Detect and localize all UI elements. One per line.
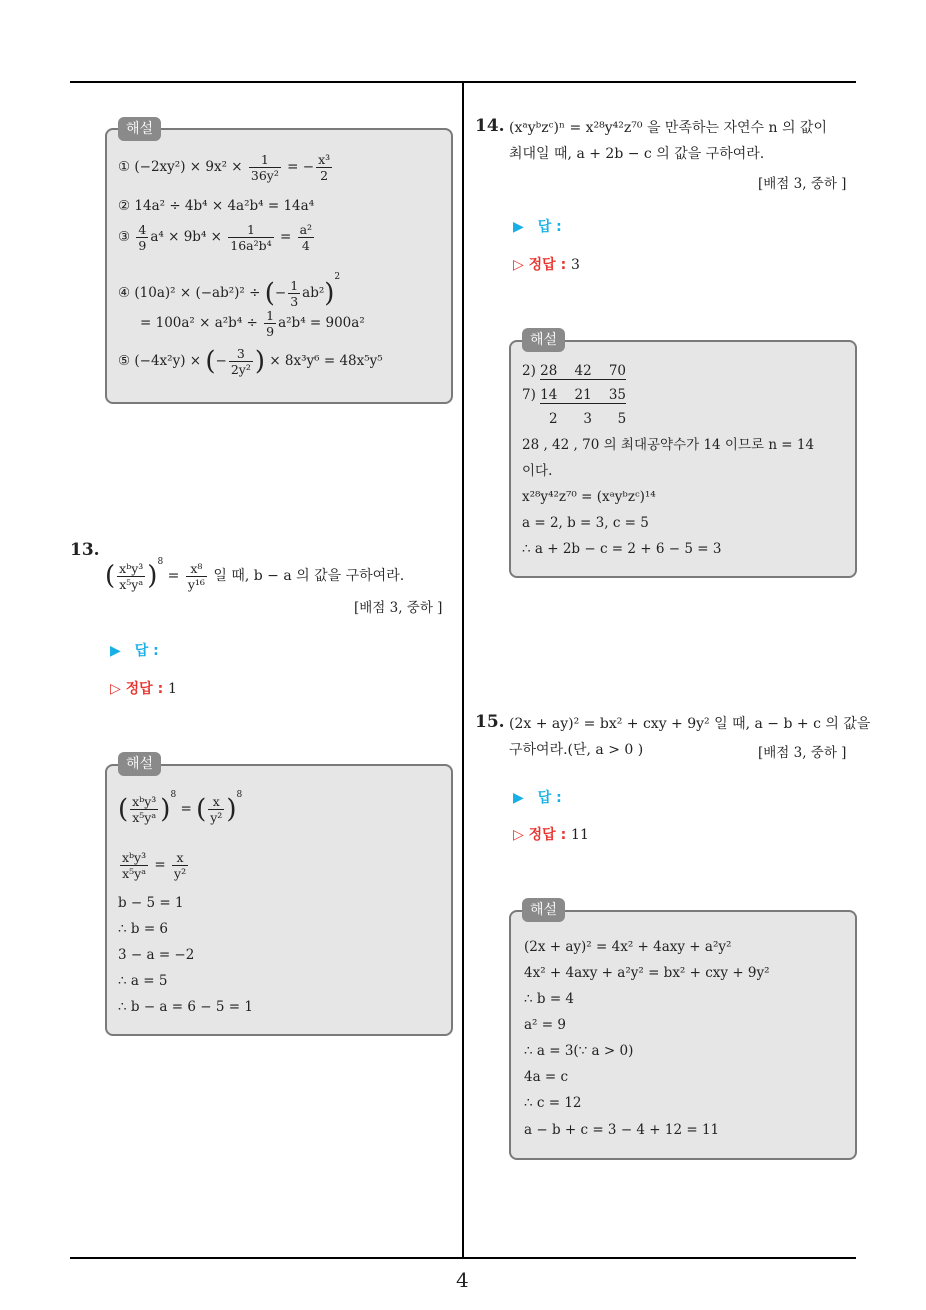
division-row-3: 2 3 5 — [549, 411, 627, 427]
solution-14-line-5: 이다. — [522, 463, 553, 479]
solution-15-line-3: ∴ b = 4 — [524, 991, 575, 1007]
solution-15-line-1: (2x + ay)² = 4x² + 4axy + a²y² — [524, 939, 732, 955]
key-label-15: ▷ 정답 : 11 — [513, 827, 589, 843]
fraction: $\frac{\text{xᵇy³}}{\text{x⁵yᵃ}}$ — [122, 850, 147, 881]
solution-15-line-4: a² = 9 — [524, 1017, 566, 1033]
question-14-line-2: 최대일 때, a + 2b − c 의 값을 구하여라. — [509, 146, 765, 162]
solution-line-5: = 100a² × a²b⁴ ÷ $\frac{1}{9}$ a²b⁴ = 900a² — [140, 308, 365, 339]
fraction: $\frac{\text{x³}}{2}$ — [318, 152, 331, 183]
solution-15-line-8: a − b + c = 3 − 4 + 12 = 11 — [524, 1122, 720, 1138]
fraction: $\frac{x}{\text{y²}}$ — [210, 794, 223, 825]
answer-label-14: ▶ 답 : — [513, 219, 562, 235]
answer-label-15: ▶ 답 : — [513, 790, 562, 806]
fraction: $\frac{4}{9}$ — [138, 222, 147, 253]
solution-14-line-8: ∴ a + 2b − c = 2 + 6 − 5 = 3 — [522, 541, 722, 557]
key-label-13: ▷ 정답 : 1 — [110, 681, 177, 697]
key-value-14: 3 — [571, 257, 580, 273]
solution-13-line-4: ∴ b = 6 — [118, 921, 169, 937]
solution-13-line-6: ∴ a = 5 — [118, 973, 168, 989]
division-row-2: 7) 14 21 35 — [522, 387, 627, 403]
solution-13-line-2: $\frac{\text{xᵇy³}}{\text{x⁵yᵃ}}$ = $\frac{x}{\text{y²}}$ — [122, 850, 187, 881]
solution-15-line-7: ∴ c = 12 — [524, 1095, 582, 1111]
solution-15-line-2: 4x² + 4axy + a²y² = bx² + cxy + 9y² — [524, 965, 770, 981]
solution-line-1: ① (−2xy²) × 9x² × $\frac{1}{\text{36y²}}$ = − $\frac{\text{x³}}{2}$ — [118, 152, 331, 183]
fraction: $\frac{\text{xᵇy³}}{\text{x⁵yᵃ}}$ — [119, 560, 144, 592]
solution-13-line-7: ∴ b − a = 6 − 5 = 1 — [118, 999, 253, 1015]
key-value-15: 11 — [571, 827, 589, 843]
fraction: $\frac{\text{a²}}{4}$ — [299, 222, 313, 253]
question-15-line-2: 구하여라.(단, a > 0 ) — [509, 742, 644, 758]
solution-14-line-7: a = 2, b = 3, c = 5 — [522, 515, 649, 531]
question-number-13: 13. — [70, 540, 100, 560]
key-label-14: ▷ 정답 : 3 — [513, 257, 580, 273]
bottom-rule — [70, 1257, 856, 1259]
fraction: $\frac{1}{\text{16a²b⁴}}$ — [230, 222, 272, 253]
page-number: 4 — [456, 1268, 469, 1292]
question-14-meta: [배점 3, 중하 ] — [758, 176, 847, 192]
question-13-meta: [배점 3, 중하 ] — [354, 600, 443, 616]
solution-line-6: ⑤ (−4x²y) × (− $\frac{3}{\text{2y²}}$ ) × 8x³y⁶ = 48x⁵y⁵ — [118, 346, 383, 377]
question-number-14: 14. — [475, 116, 505, 136]
question-15-meta: [배점 3, 중하 ] — [758, 745, 847, 761]
solution-13-line-5: 3 − a = −2 — [118, 947, 195, 963]
division-row-1: 2) 28 42 70 — [522, 363, 627, 379]
question-15-line-1: (2x + ay)² = bx² + cxy + 9y² 일 때, a − b + c 의 값을 — [509, 716, 871, 732]
fraction: $\frac{x}{\text{y²}}$ — [174, 850, 187, 881]
fraction: $\frac{1}{\text{36y²}}$ — [250, 152, 279, 183]
solution-tag: 해설 — [118, 752, 161, 776]
answer-label-13: ▶ 답 : — [110, 643, 159, 659]
solution-15-line-5: ∴ a = 3(∵ a > 0) — [524, 1043, 634, 1059]
question-14-line-1: (xᵃyᵇzᶜ)ⁿ = x²⁸y⁴²z⁷⁰ 을 만족하는 자연수 n 의 값이 — [509, 120, 827, 136]
solution-15-line-6: 4a = c — [524, 1069, 569, 1085]
solution-tag: 해설 — [522, 328, 565, 352]
solution-13-line-3: b − 5 = 1 — [118, 895, 184, 911]
solution-tag: 해설 — [118, 117, 161, 141]
solution-line-4: ④ (10a)² × (−ab²)² ÷ (− $\frac{1}{3}$ ab²)$^2$ — [118, 272, 341, 309]
fraction: $\frac{\text{xᵇy³}}{\text{x⁵yᵃ}}$ — [132, 794, 157, 825]
solution-line-2: ② 14a² ÷ 4b⁴ × 4a²b⁴ = 14a⁴ — [118, 198, 315, 214]
question-number-15: 15. — [475, 712, 505, 732]
solution-tag: 해설 — [522, 898, 565, 922]
fraction: $\frac{1}{9}$ — [266, 308, 275, 339]
key-value-13: 1 — [168, 681, 177, 697]
solution-14-line-6: x²⁸y⁴²z⁷⁰ = (xᵃyᵇzᶜ)¹⁴ — [522, 489, 656, 505]
solution-14-line-4: 28 , 42 , 70 의 최대공약수가 14 이므로 n = 14 — [522, 437, 815, 453]
solution-line-3: ③ $\frac{4}{9}$ a⁴ × 9b⁴ × $\frac{1}{\text{16a²b⁴}}$ = $\frac{\text{a²}}{4}$ — [118, 222, 313, 253]
solution-13-line-1: ( $\frac{\text{xᵇy³}}{\text{x⁵yᵃ}}$ )$^8$ = ( $\frac{x}{\text{y²}}$ )$^8$ — [118, 790, 243, 825]
fraction: $\frac{3}{\text{2y²}}$ — [230, 346, 251, 377]
fraction: $\frac{1}{3}$ — [290, 278, 299, 309]
column-divider — [462, 83, 464, 1259]
question-13-text: ( $\frac{\text{xᵇy³}}{\text{x⁵yᵃ}}$ )$^8$ = $\frac{\text{x⁸}}{\text{y¹⁶}}$ 일 때, b − a 의 값을 구하여라. — [105, 557, 405, 592]
fraction: $\frac{\text{x⁸}}{\text{y¹⁶}}$ — [187, 560, 205, 592]
